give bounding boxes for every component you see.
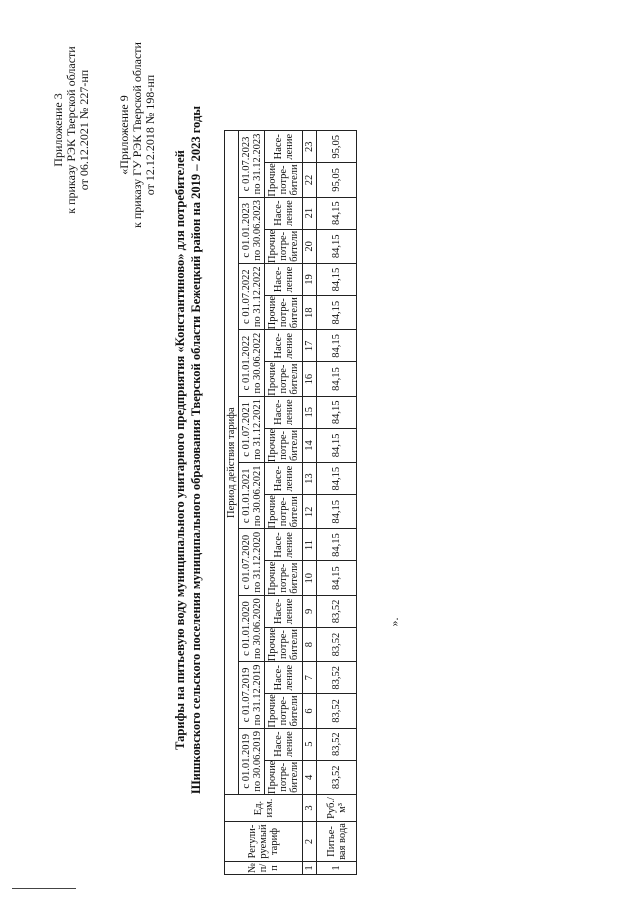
header-unit: Ед. изм. — [225, 795, 303, 822]
other-consumers-header: Прочие потре- бители — [265, 561, 303, 595]
period-1: с 01.01.2019 по 30.06.2019 — [239, 728, 265, 794]
period-9: с 01.01.2023 по 30.06.2023 — [239, 197, 265, 263]
subheader-row — [265, 131, 303, 875]
column-number: 11 — [303, 529, 317, 561]
other-consumers-header: Прочие потре- бители — [265, 627, 303, 661]
prev-appendix-date: от 12.12.2018 № 198-нп — [143, 74, 157, 196]
population-header: Насе- ление — [265, 264, 303, 296]
footer-rule — [12, 888, 76, 889]
document-title — [172, 30, 204, 870]
population-header: Насе- ление — [265, 529, 303, 561]
population-header: Насе- ление — [265, 662, 303, 694]
header-period: Период действия тарифа — [225, 131, 239, 795]
tariff-value: 84,15 — [317, 396, 357, 428]
header-tariff: Регули- руемый тариф — [225, 822, 303, 862]
period-7: с 01.01.2022 по 30.06.2022 — [239, 330, 265, 396]
column-number: 5 — [303, 728, 317, 760]
tariff-value: 84,15 — [317, 561, 357, 595]
header-no: № п/п — [225, 862, 303, 875]
population-header: Насе- ление — [265, 595, 303, 627]
period-6: с 01.07.2021 по 31.12.2021 — [239, 396, 265, 462]
column-number: 7 — [303, 662, 317, 694]
column-number: 8 — [303, 627, 317, 661]
column-number: 10 — [303, 561, 317, 595]
tariff-value: 84,15 — [317, 495, 357, 529]
row-tariff: Питье- вая вода — [317, 822, 357, 862]
tariff-value: 84,15 — [317, 197, 357, 229]
other-consumers-header: Прочие потре- бители — [265, 495, 303, 529]
tariff-value: 83,52 — [317, 662, 357, 694]
title-line-2: Шишковского сельского поселения муниципального образования Тверской области Бежецкий район на 2019 – 2023 годы — [189, 105, 203, 795]
period-8: с 01.07.2022 по 31.12.2022 — [239, 264, 265, 330]
column-number: 20 — [303, 229, 317, 263]
population-header: Насе- ление — [265, 197, 303, 229]
other-consumers-header: Прочие потре- бители — [265, 163, 303, 197]
column-number: 19 — [303, 264, 317, 296]
population-header: Насе- ление — [265, 396, 303, 428]
tariff-value: 95,05 — [317, 131, 357, 163]
period-row — [239, 131, 265, 875]
tariff-value: 83,52 — [317, 694, 357, 728]
appendix-order: к приказу РЭК Тверской области — [64, 46, 78, 214]
column-number: 21 — [303, 197, 317, 229]
other-consumers-header: Прочие потре- бители — [265, 229, 303, 263]
column-number: 9 — [303, 595, 317, 627]
population-header: Насе- ление — [265, 131, 303, 163]
column-number: 6 — [303, 694, 317, 728]
prev-appendix-order: к приказу ГУ РЭК Тверской области — [130, 42, 144, 228]
tariff-value: 84,15 — [317, 264, 357, 296]
column-number: 12 — [303, 495, 317, 529]
closing-mark: ». — [387, 617, 401, 627]
column-number: 17 — [303, 330, 317, 362]
row-no: 1 — [317, 862, 357, 875]
other-consumers-header: Прочие потре- бители — [265, 760, 303, 794]
column-number: 16 — [303, 362, 317, 396]
column-number-row — [303, 131, 317, 875]
tariff-value: 83,52 — [317, 627, 357, 661]
column-number: 15 — [303, 396, 317, 428]
tariff-value: 84,15 — [317, 428, 357, 462]
tariff-value: 83,52 — [317, 595, 357, 627]
tariff-value: 84,15 — [317, 529, 357, 561]
appendix-label: Приложение 3 — [51, 93, 65, 167]
period-3: с 01.01.2020 по 30.06.2020 — [239, 595, 265, 661]
period-4: с 01.07.2020 по 31.12.2020 — [239, 529, 265, 595]
other-consumers-header: Прочие потре- бители — [265, 362, 303, 396]
other-consumers-header: Прочие потре- бители — [265, 694, 303, 728]
column-number: 3 — [303, 795, 317, 822]
population-header: Насе- ление — [265, 728, 303, 760]
column-number: 23 — [303, 131, 317, 163]
tariff-value: 84,15 — [317, 362, 357, 396]
row-unit: Руб./м³ — [317, 795, 357, 822]
column-number: 4 — [303, 760, 317, 794]
other-consumers-header: Прочие потре- бители — [265, 296, 303, 330]
tariff-value: 84,15 — [317, 330, 357, 362]
column-number: 14 — [303, 428, 317, 462]
period-2: с 01.07.2019 по 31.12.2019 — [239, 662, 265, 728]
tariff-table — [224, 130, 357, 875]
tariff-value: 83,52 — [317, 760, 357, 794]
title-line-1: Тарифы на питьевую воду муниципального унитарного предприятия «Константиново» для потребителей — [173, 150, 187, 750]
population-header: Насе- ление — [265, 463, 303, 495]
column-number: 22 — [303, 163, 317, 197]
period-5: с 01.01.2021 по 30.06.2021 — [239, 463, 265, 529]
column-number: 1 — [303, 862, 317, 875]
tariff-value: 84,15 — [317, 463, 357, 495]
table-row — [317, 131, 357, 875]
prev-appendix-block — [118, 20, 157, 250]
other-consumers-header: Прочие потре- бители — [265, 428, 303, 462]
tariff-value: 95,05 — [317, 163, 357, 197]
tariff-value: 84,15 — [317, 229, 357, 263]
population-header: Насе- ление — [265, 330, 303, 362]
tariff-value: 84,15 — [317, 296, 357, 330]
column-number: 18 — [303, 296, 317, 330]
column-number: 2 — [303, 822, 317, 862]
appendix-date: от 06.12.2021 № 227-нп — [77, 69, 91, 191]
period-10: с 01.07.2023 по 31.12.2023 — [239, 131, 265, 197]
column-number: 13 — [303, 463, 317, 495]
appendix-block — [52, 30, 91, 230]
tariff-value: 83,52 — [317, 728, 357, 760]
prev-appendix-label: «Приложение 9 — [117, 95, 131, 175]
